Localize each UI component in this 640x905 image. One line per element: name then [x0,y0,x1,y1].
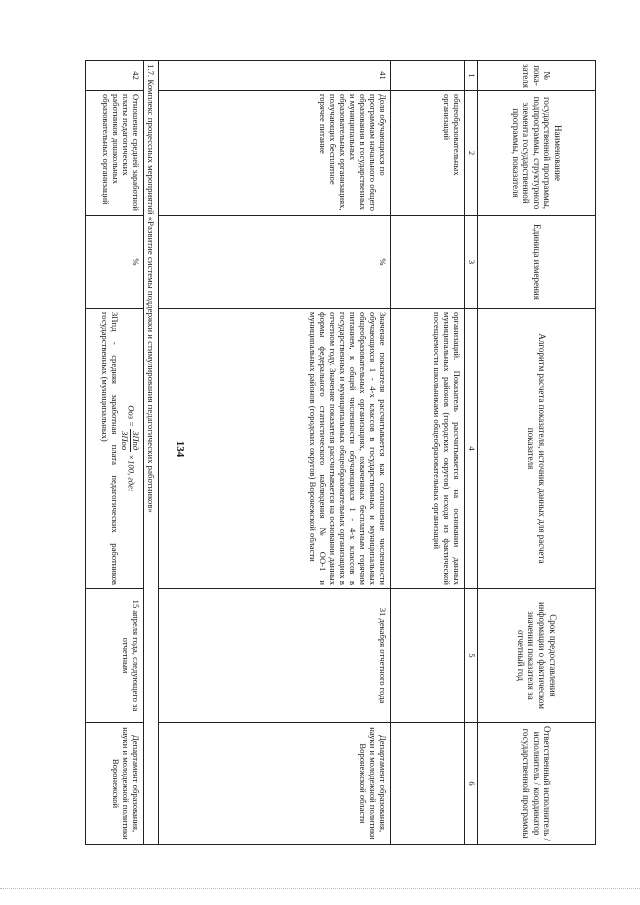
header-algorithm: Алгоритм расчета показателя, источник данных для расчета показателя [478,309,596,589]
column-number-row [465,61,478,845]
indicator-name: Отношение средней заработной платы педагогических работников дошкольных образовательных организаций [85,91,143,216]
formula-fraction [120,429,141,452]
column-number: 2 [465,91,478,216]
scan-edge-line [0,888,640,889]
formula-lhs: Ооз = [126,405,137,427]
indicator-table [85,60,596,845]
rotated-page-content [90,60,596,844]
table-row-continuation [391,61,465,845]
continuation-algorithm: организаций. Показатель рассчитывается на основании данных муниципальных районов (городских округов) исходя из фактической посещаемости школьниками общеобразовательных организаций [391,309,465,589]
table-row-42 [85,61,143,845]
deadline: 15 апреля года, следующего за отчетным [85,589,143,723]
header-name: Наименование государственной программы, подпрограммы, структурного элемента государственной программы, показателя [478,91,596,216]
unit: % [85,216,143,309]
algorithm: Значение показателя рассчитывается как соотношение численности обучающихся 1 - 4-х классов в государственных и муниципальных общеобразовательных организациях, охваченных бесплатным горячим питанием, к общей численности обучающихся 1 - 4-х классов в государственных и муниципальных общеобразовательных организациях в отчетном году. Значение показателя рассчитывается на основании данных формы федерального статистического наблюдения № ОО-1 и муниципальных районов (городских округов) Воронежской области [159,309,391,589]
header-indicator-number: № пока-зателя [478,61,596,91]
section-row [143,61,158,845]
header-responsible: Ответственный исполнитель / исполнитель / координатор государственной программы [478,723,596,845]
unit: % [159,216,391,309]
responsible: Департамент образования, науки и молодежной политики Воронежской области [159,723,391,845]
column-number: 4 [465,309,478,589]
formula [120,312,141,585]
deadline: 31 декабря отчетного года [159,589,391,723]
formula-numerator: ЗПпд [130,431,141,451]
column-number: 3 [465,216,478,309]
table-header-row [478,61,596,845]
header-deadline: Срок предоставления информации о фактическом значении показателя за отчетный год [478,589,596,723]
table-row-41 [159,61,391,845]
column-number: 5 [465,589,478,723]
algorithm-text: ЗПпд - средняя заработная плата педагогических работников государственных (муниципальных) [99,312,120,585]
formula-denominator: ЗПоо [119,431,130,451]
column-number: 6 [465,723,478,845]
row-number: 41 [159,61,391,91]
row-number: 42 [85,61,143,91]
section-title: 1.7. Комплекс процессных мероприятий «Развитие системы поддержки и стимулирования педагогических работников» [143,61,158,845]
responsible: Департамент образования, науки и молодежной политики Воронежской [85,723,143,845]
indicator-name: Доля обучающихся по программам начального общего образования в государственных и муниципальных образовательных организациях, получающих бесплатное горячее питание [159,91,391,216]
algorithm [85,309,143,589]
page-number: 134 [174,440,186,458]
continuation-name: общеобразовательных организаций [391,91,465,216]
formula-tail: ×100, где: [126,454,137,492]
column-number: 1 [465,61,478,91]
header-unit: Единица измерения [478,216,596,309]
